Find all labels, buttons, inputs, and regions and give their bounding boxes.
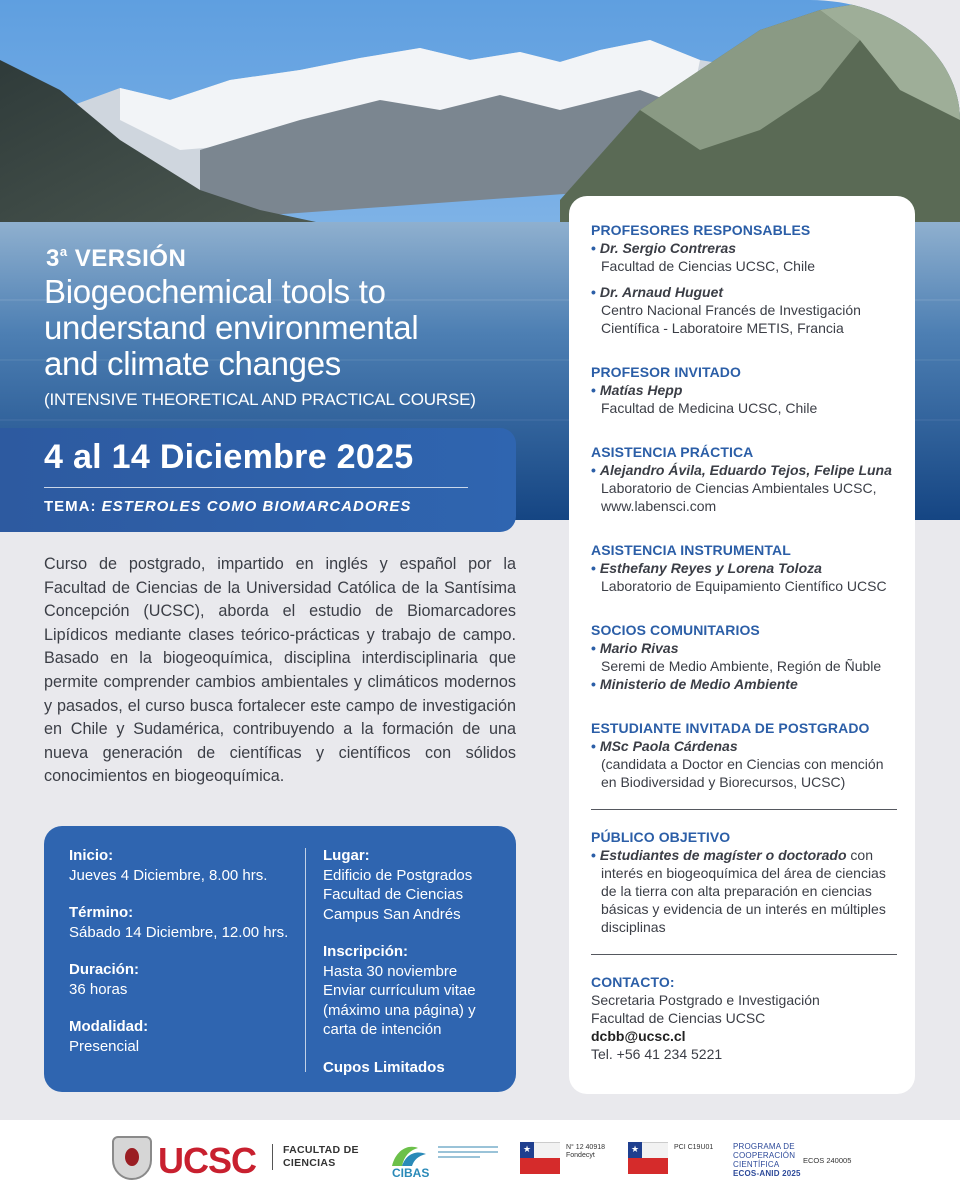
ecos-code: ECOS 240005 — [803, 1156, 852, 1165]
affiliation: Centro Nacional Francés de Investigación — [601, 302, 861, 318]
location-label: Lugar: — [323, 847, 370, 864]
contact-line: Secretaria Postgrado e Investigación — [591, 992, 820, 1008]
contact-email-link[interactable]: dcbb@ucsc.cl — [591, 1028, 686, 1044]
list-item: • Estudiantes de magíster o doctorado con — [591, 847, 873, 863]
registration-label: Inscripción: — [323, 943, 409, 960]
section-heading-guest-professor: PROFESOR INVITADO — [591, 364, 742, 380]
section-heading-target-audience: PÚBLICO OBJETIVO — [591, 829, 731, 845]
ucsc-shield-icon — [112, 1136, 152, 1180]
audience-text: disciplinas — [601, 919, 666, 935]
course-title: Biogeochemical tools to understand environmental and climate changes — [44, 273, 419, 382]
list-item: • Esthefany Reyes y Lorena Toloza — [591, 560, 822, 576]
audience-text: de la tierra con alta preparación en ciencias — [601, 883, 872, 899]
website-text: www.labensci.com — [601, 498, 717, 514]
details-divider — [305, 848, 306, 1072]
registration-line: Hasta 30 noviembre — [323, 962, 458, 980]
affiliation: en Biodiversidad y Biorecursos, UCSC) — [601, 774, 846, 790]
anid-flag-icon: ★ — [628, 1142, 668, 1174]
edition-label: 3$^a$ VERSIÓN — [46, 244, 187, 272]
audience-text: básicas y evidencia de un interés en múltiples — [601, 901, 886, 917]
location-line: Campus San Andrés — [323, 905, 461, 923]
list-item: • Dr. Sergio Contreras — [591, 240, 737, 256]
registration-line: Enviar currículum vitae — [323, 982, 476, 999]
location-line: Edificio de Postgrados — [323, 866, 473, 884]
end-value: Sábado 14 Diciembre, 12.00 hrs. — [69, 923, 289, 941]
audience-text: interés en biogeoquímica del área de ciencias — [601, 865, 886, 881]
staff-panel — [569, 196, 915, 1094]
registration-line: carta de intención — [323, 1021, 442, 1038]
list-item: • Alejandro Ávila, Eduardo Tejos, Felipe Luna — [591, 462, 892, 478]
affiliation: Seremi de Medio Ambiente, Región de Ñuble — [601, 658, 882, 674]
location-line: Facultad de Ciencias — [323, 886, 464, 903]
anid-flag-icon: ★ — [520, 1142, 560, 1174]
affiliation: Científica - Laboratoire METIS, Francia — [601, 320, 844, 336]
start-value: Jueves 4 Diciembre, 8.00 hrs. — [69, 866, 268, 884]
section-heading-practical-assistance: ASISTENCIA PRÁCTICA — [591, 444, 754, 460]
section-heading-community-partners: SOCIOS COMUNITARIOS — [591, 622, 760, 638]
ucsc-logo: UCSC — [158, 1140, 257, 1181]
course-description: Curso de postgrado, impartido en inglés y español por la Facultad de Ciencias de la Universidad Católica de la Santísima Concepción (UCSC), aborda el estudio de Biomarcadores Lipídicos mediante clases teórico-prácticas y trabajo de campo. Basado en la biogeoquímica, disciplina interdisciplinaria que permite comprender cambios ambientales y climáticos modernos y pasados, el curso busca fortalecer este campo de investigación en Chile y Sudamérica, contribuyendo a la formación de una nueva generación de científicas y científicos con sólidos conocimientos en biogeoquímica. — [44, 555, 516, 786]
date-divider — [44, 487, 468, 488]
list-item: • Matías Hepp — [591, 382, 683, 398]
section-heading-guest-student: ESTUDIANTE INVITADA DE POSTGRADO — [591, 720, 870, 736]
faculty-logo-text: FACULTAD DE CIENCIAS — [272, 1144, 359, 1170]
fondecyt-logo-text: N° 12 40918 Fondecyt — [566, 1144, 605, 1159]
affiliation: Laboratorio de Equipamiento Científico UCSC — [601, 578, 887, 594]
duration-label: Duración: — [69, 961, 140, 978]
affiliation: Facultad de Medicina UCSC, Chile — [601, 400, 818, 416]
modality-label: Modalidad: — [69, 1018, 149, 1035]
list-item: • Mario Rivas — [591, 640, 679, 656]
section-heading-contact: CONTACTO: — [591, 974, 675, 990]
end-label: Término: — [69, 904, 134, 921]
list-item: • Dr. Arnaud Huguet — [591, 284, 724, 300]
modality-value: Presencial — [69, 1037, 140, 1055]
course-subtitle: (INTENSIVE THEORETICAL AND PRACTICAL COURSE) — [44, 390, 476, 409]
course-details-box — [44, 826, 516, 1092]
start-label: Inicio: — [69, 847, 114, 864]
duration-value: 36 horas — [69, 980, 128, 998]
sponsor-footer — [0, 1120, 960, 1200]
ecos-logo-text: PROGRAMA DE COOPERACIÓN CIENTÍFICA ECOS-ANID 2025 — [733, 1142, 801, 1178]
list-item: • MSc Paola Cárdenas — [591, 738, 738, 754]
registration-line: (máximo una página) y — [323, 1001, 476, 1019]
course-dates: 4 al 14 Diciembre 2025 — [44, 438, 414, 476]
details-left-column — [69, 846, 309, 1074]
contact-phone: Tel. +56 41 234 5221 — [591, 1046, 723, 1062]
pci-logo-text: PCI C19U01 — [674, 1144, 714, 1151]
cibas-logo-text: CIBAS — [392, 1166, 430, 1180]
course-theme: TEMA: ESTEROLES COMO BIOMARCADORES — [44, 498, 412, 515]
affiliation: (candidata a Doctor en Ciencias con mención — [601, 756, 884, 772]
section-heading-professors: PROFESORES RESPONSABLES — [591, 222, 811, 238]
contact-line: Facultad de Ciencias UCSC — [591, 1010, 766, 1026]
cibas-logo-subtext — [438, 1146, 498, 1158]
limited-seats-note: Cupos Limitados — [323, 1058, 445, 1076]
section-heading-instrumental-assistance: ASISTENCIA INSTRUMENTAL — [591, 542, 791, 558]
details-right-column — [323, 846, 503, 1077]
list-item: • Ministerio de Medio Ambiente — [591, 676, 798, 692]
affiliation: Laboratorio de Ciencias Ambientales UCSC, — [601, 480, 877, 496]
affiliation: Facultad de Ciencias UCSC, Chile — [601, 258, 815, 274]
